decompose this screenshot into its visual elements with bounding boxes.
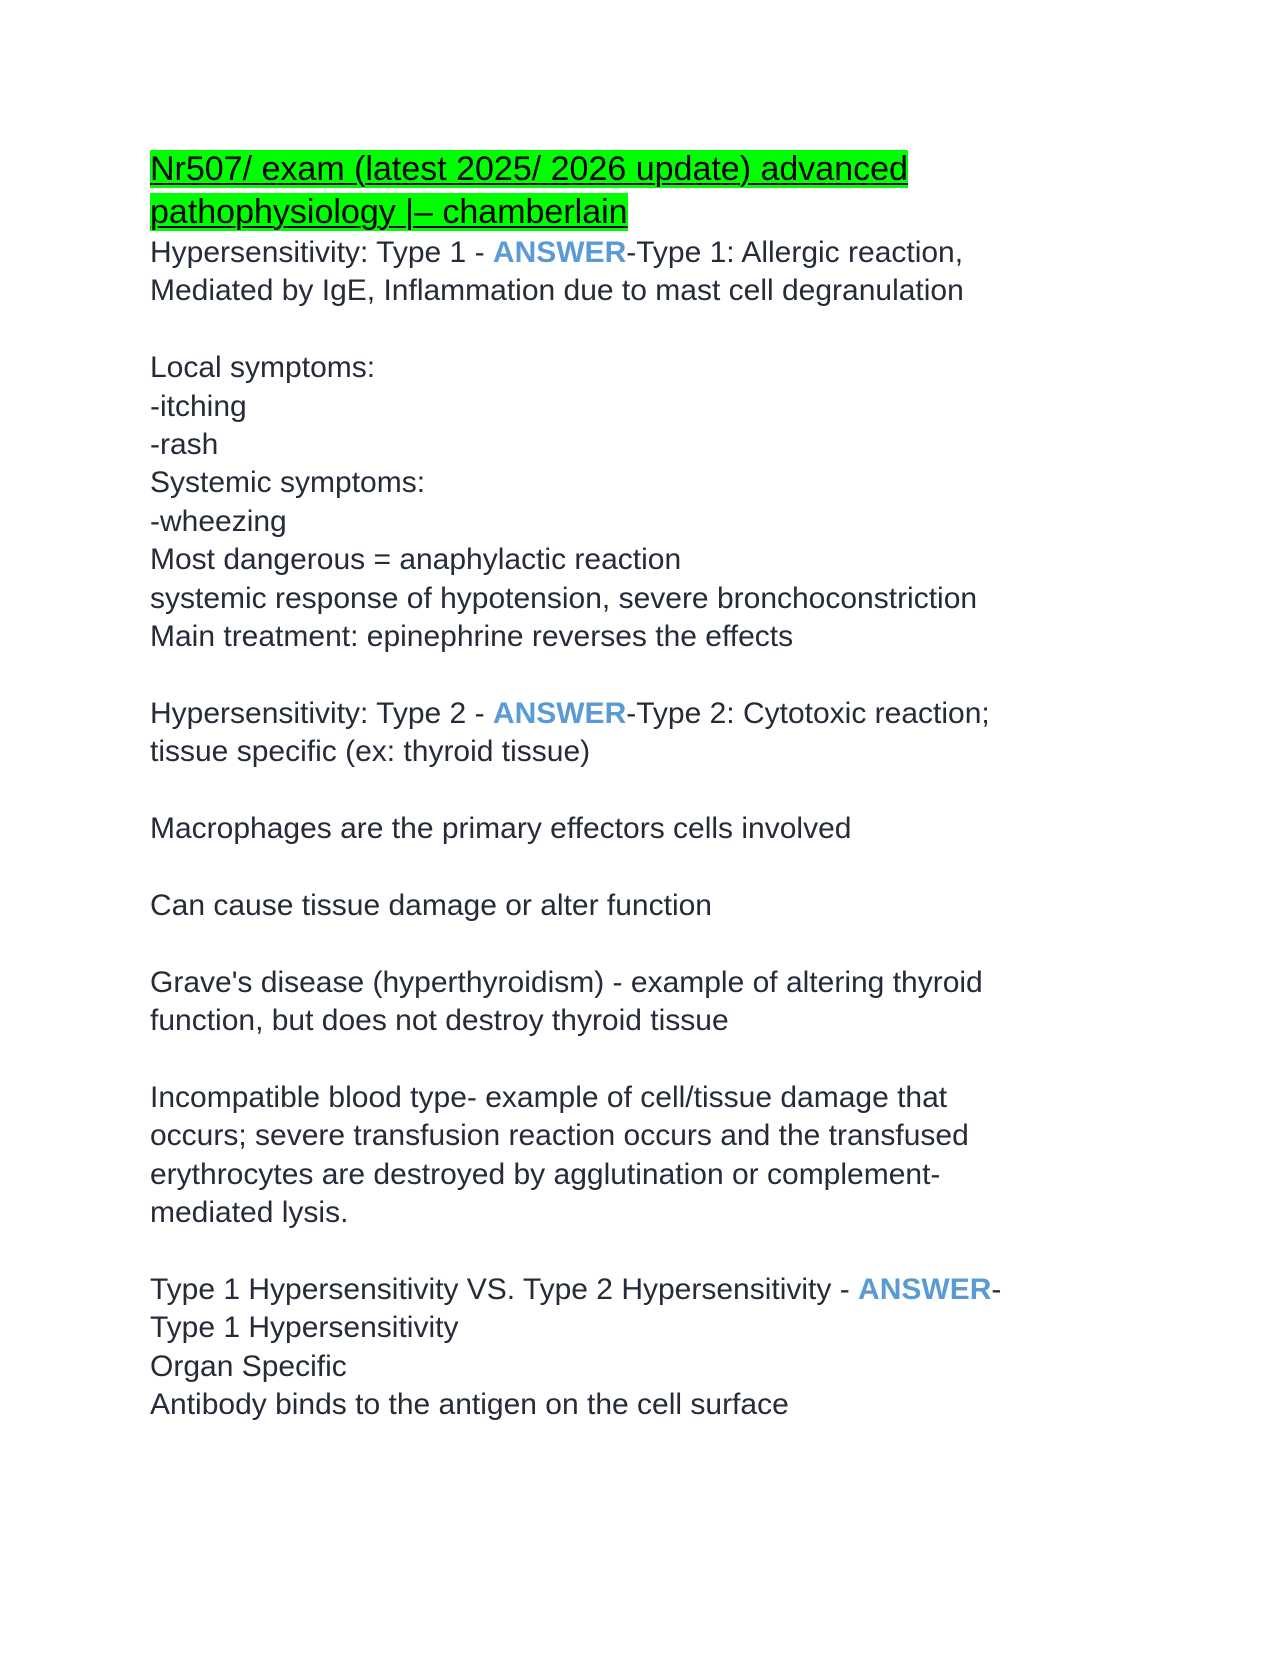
answer-label: ANSWER [858, 1272, 992, 1306]
line-text: Main treatment: epinephrine reverses the effects [150, 620, 794, 654]
blank-line [150, 1040, 1150, 1078]
answer-text: -Type 1: Allergic reaction, [626, 236, 964, 269]
document-title [150, 148, 1150, 234]
line-text: Grave's disease (hyperthyroidism) - example of altering thyroid [150, 965, 983, 999]
document-page [150, 148, 1150, 1424]
document-body [150, 234, 1150, 1424]
line-text: Incompatible blood type- example of cell/tissue damage that [150, 1080, 948, 1114]
line-text: Most dangerous = anaphylactic reaction [150, 543, 682, 577]
line-text: erythrocytes are destroyed by agglutination or complement- [150, 1157, 941, 1191]
blank-line [150, 848, 1150, 886]
answer-text: -Type 2: Cytotoxic reaction; [626, 696, 990, 730]
text-line [150, 464, 1150, 502]
blank-line [150, 656, 1150, 694]
text-line [150, 887, 1150, 925]
line-text: mediated lysis. [150, 1196, 349, 1230]
blank-line [150, 925, 1150, 963]
text-line [150, 388, 1150, 426]
line-text: Organ Specific [150, 1349, 347, 1383]
blank-line [150, 772, 1150, 810]
line-text: function, but does not destroy thyroid tissue [150, 1004, 729, 1038]
line-text: occurs; severe transfusion reaction occurs and the transfused [150, 1119, 969, 1153]
text-line [150, 426, 1150, 464]
text-line [150, 733, 1150, 771]
answer-label: ANSWER [492, 696, 627, 730]
line-text: Systemic symptoms: [150, 466, 426, 500]
text-line [150, 618, 1150, 656]
text-line [150, 580, 1150, 618]
text-line [150, 1002, 1150, 1040]
answer-label: ANSWER [492, 236, 627, 269]
text-line [150, 1271, 1150, 1309]
line-text: systemic response of hypotension, severe bronchoconstriction [150, 581, 978, 615]
line-text: Antibody binds to the antigen on the cell surface [150, 1388, 789, 1422]
answer-text: - [991, 1272, 1002, 1306]
text-line [150, 349, 1150, 387]
text-line [150, 1309, 1150, 1347]
text-line [150, 1117, 1150, 1155]
line-text: Type 1 Hypersensitivity [150, 1311, 459, 1345]
text-line [150, 541, 1150, 579]
line-text: -rash [150, 428, 219, 462]
text-line [150, 810, 1150, 848]
text-line [150, 1156, 1150, 1194]
line-text: -itching [150, 389, 247, 423]
text-line [150, 503, 1150, 541]
line-text: Macrophages are the primary effectors cells involved [150, 812, 852, 846]
text-line [150, 1348, 1150, 1386]
line-text: Can cause tissue damage or alter function [150, 888, 712, 922]
text-line [150, 695, 1150, 733]
text-line [150, 1194, 1150, 1232]
line-text: Hypersensitivity: Type 1 - [150, 236, 493, 269]
text-line [150, 272, 1150, 310]
line-text: Hypersensitivity: Type 2 - [150, 696, 493, 730]
text-line [150, 964, 1150, 1002]
text-line [150, 1386, 1150, 1424]
line-text: Local symptoms: [150, 351, 376, 385]
text-line [150, 234, 1150, 272]
line-text: -wheezing [150, 504, 287, 538]
blank-line [150, 1232, 1150, 1270]
line-text: Type 1 Hypersensitivity VS. Type 2 Hypersensitivity - [150, 1272, 859, 1306]
line-text: tissue specific (ex: thyroid tissue) [150, 735, 591, 769]
line-text: Mediated by IgE, Inflammation due to mast cell degranulation [150, 274, 964, 308]
title-highlight: Nr507/ exam (latest 2025/ 2026 update) advanced pathophysiology |– chamberlain [150, 150, 908, 231]
blank-line [150, 311, 1150, 349]
text-line [150, 1079, 1150, 1117]
